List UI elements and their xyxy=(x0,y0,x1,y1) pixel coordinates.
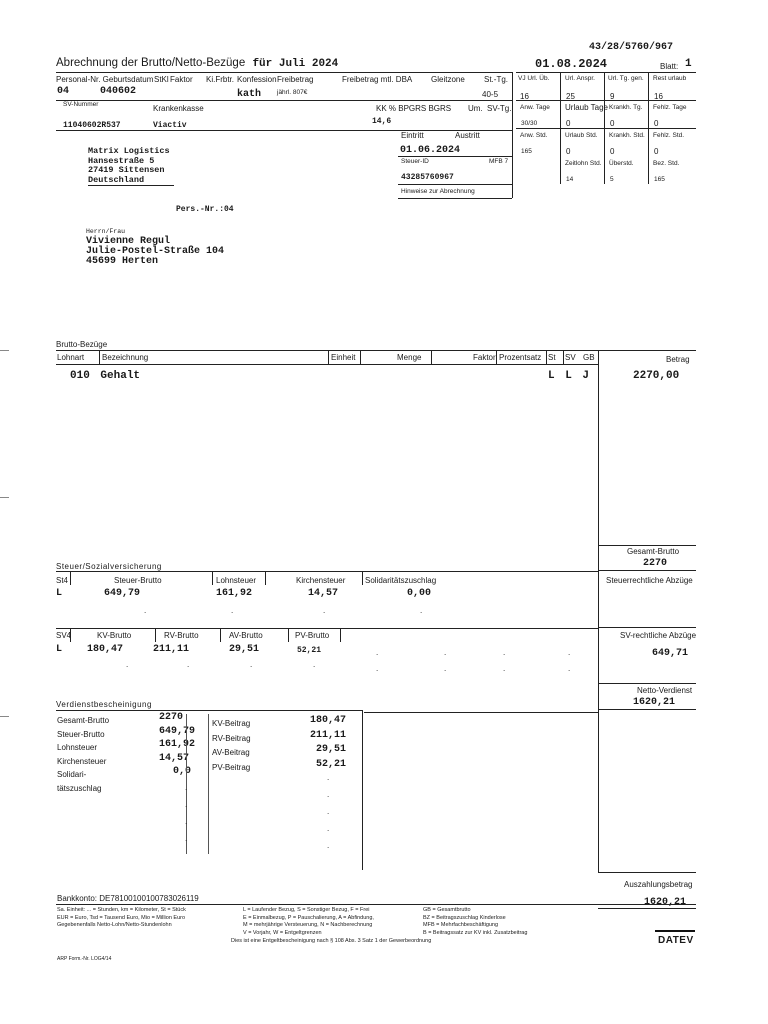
steuer-header: Kirchensteuer xyxy=(296,576,346,585)
col-gb: GB xyxy=(583,353,595,362)
grid-label: Urlaub Tage xyxy=(565,103,608,112)
employer-country: Deutschland xyxy=(88,174,145,185)
row-bezeichnung: Gehalt xyxy=(100,370,141,382)
label-gleitzone: Gleitzone xyxy=(431,75,465,84)
grid-label: Anw. Tage xyxy=(520,104,550,111)
label-lohnsteuer: Lohnsteuer xyxy=(57,743,98,752)
grid-label: Urlaub Std. xyxy=(565,132,598,139)
grid-value: 14 xyxy=(566,176,574,183)
sv-header: SV4 xyxy=(56,631,72,640)
period-text: für Juli 2024 xyxy=(252,58,339,70)
personal-nr: 04 xyxy=(57,86,70,97)
label-stkl: StKl xyxy=(154,75,169,84)
verdienst-section-label: Verdienstbescheinigung xyxy=(56,700,152,709)
value-kirchensteuer: 14,57 xyxy=(159,752,190,764)
grid-value: 9 xyxy=(610,92,615,101)
steuer-header: Lohnsteuer xyxy=(216,576,257,585)
recipient-street: Julie-Postel-Straße 104 xyxy=(86,246,225,257)
auszahlung-label: Auszahlungsbetrag xyxy=(624,880,693,889)
steuer-value: 649,79 xyxy=(104,588,141,599)
grid-label: Fehlz. Tage xyxy=(653,104,687,111)
label-gesamt-brutto: Gesamt-Brutto xyxy=(57,716,110,725)
col-menge: Menge xyxy=(397,353,422,362)
sv-abzuege-value: 649,71 xyxy=(652,648,689,659)
sv-header: AV-Brutto xyxy=(229,631,263,640)
grid-label: Überstd. xyxy=(609,160,634,167)
pers-nr-line: Pers.-Nr.:04 xyxy=(176,205,234,214)
label-faktor: Faktor xyxy=(170,75,193,84)
value-kv-beitrag: 180,47 xyxy=(309,715,346,726)
label-solidari: Solidari- xyxy=(57,770,87,779)
label-freibetrag-dba: Freibetrag mtl. DBA xyxy=(342,75,413,84)
label-personal-nr: Personal-Nr. Geburtsdatum xyxy=(56,75,154,84)
grid-value: 0 xyxy=(610,119,615,128)
footer-legend-right xyxy=(423,907,527,937)
legend-line: MFB = Mehrfachbeschäftigung xyxy=(423,922,499,928)
legend-line: V = Vorjahr, W = Entgeltgrenzen xyxy=(243,929,322,936)
grid-value: 0 xyxy=(610,147,615,156)
legend-line: GB = Gesamtbrutto xyxy=(423,907,471,913)
verdienst-right-labels xyxy=(212,717,251,775)
label-av-beitrag: AV-Beitrag xyxy=(212,748,250,757)
sv-value: L xyxy=(56,644,63,655)
value-steuer-brutto: 649,79 xyxy=(159,725,196,737)
steuer-value: 14,57 xyxy=(308,588,339,599)
steuer-abzuege-label: Steuerrechtliche Abzüge xyxy=(606,576,693,585)
grid-label: Krankh. Std. xyxy=(609,132,645,139)
grid-value: 16 xyxy=(654,92,663,101)
grid-value: 0 xyxy=(566,147,571,156)
col-sv: SV xyxy=(565,353,576,362)
recipient-city: 45699 Herten xyxy=(86,256,159,267)
value-rv-beitrag: 211,11 xyxy=(309,729,346,741)
grid-value: 0 xyxy=(566,119,571,128)
legend-line: EUR = Euro, Tsd = Tausend Euro, Mio = Million Euro xyxy=(57,914,186,921)
label-sv-tg: SV-Tg. xyxy=(487,104,512,113)
value-soli: 0,0 xyxy=(173,766,192,777)
datev-logo: DATEV xyxy=(658,935,694,946)
col-einheit: Einheit xyxy=(331,353,356,362)
sv-abzuege-label: SV-rechtliche Abzüge xyxy=(620,631,697,640)
legend-line: L = Laufender Bezug, S = Sonstiger Bezug, F = Frei xyxy=(243,907,370,913)
legend-line: BZ = Beitragszuschlag Kinderlose xyxy=(423,914,506,921)
row-betrag: 2270,00 xyxy=(633,370,680,382)
freibetrag: jährl. 807€ xyxy=(277,89,308,96)
document-number: 43/28/5760/967 xyxy=(589,42,674,53)
grid-label: Anw. Std. xyxy=(520,132,548,139)
label-kk: KK % BPGRS BGRS xyxy=(376,104,452,113)
auszahlung-value: 1620,21 xyxy=(644,897,687,908)
konfession: kath xyxy=(237,89,262,100)
legend-line: E = Einmalbezug, P = Pauschalierung, A = Abfindung, xyxy=(243,914,374,921)
grid-label: Bez. Std. xyxy=(653,160,680,167)
sv-value: 52,21 xyxy=(297,646,322,655)
label-austritt: Austritt xyxy=(455,131,480,140)
label-kv-beitrag: KV-Beitrag xyxy=(212,719,251,728)
label-krankenkasse: Krankenkasse xyxy=(153,104,204,113)
grid-label: Url. Tg. gen. xyxy=(608,75,644,82)
footer-note: Dies ist eine Entgeltbescheinigung nach § 108 Abs. 3 Satz 1 der Gewerbeordnung xyxy=(231,938,432,944)
label-steuer-id: Steuer-ID xyxy=(401,158,429,165)
salutation: Herrn/Frau xyxy=(86,228,126,235)
sv-value: 180,47 xyxy=(87,644,124,655)
footer-legend-left xyxy=(57,907,186,930)
sv-value: 211,11 xyxy=(153,644,190,655)
steuer-value: 0,00 xyxy=(407,588,432,599)
sv-header: PV-Brutto xyxy=(295,631,330,640)
table-row xyxy=(70,370,140,382)
col-betrag: Betrag xyxy=(666,355,690,364)
grid-value: 5 xyxy=(610,176,614,183)
gesamt-brutto-label: Gesamt-Brutto xyxy=(627,547,680,556)
legend-line: B = Beitragssatz zur KV inkl. Zusatzbeitrag xyxy=(423,929,528,936)
label-rv-beitrag: RV-Beitrag xyxy=(212,733,251,743)
grid-value: 16 xyxy=(520,92,529,101)
grid-label: Fehlz. Std. xyxy=(653,132,685,139)
label-zuschlag: tätszuschlag xyxy=(57,783,102,793)
grid-value: 0 xyxy=(654,119,659,128)
col-lohnart: Lohnart xyxy=(57,353,85,362)
legend-line: Sa. Einheit: ... = Stunden, km = Kilometer, St = Stück xyxy=(57,907,186,913)
legend-line: M = mehrjährige Versteuerung, N = Nachberechnung xyxy=(243,922,373,928)
sv-header: RV-Brutto xyxy=(164,631,199,640)
verdienst-right-values xyxy=(290,714,346,772)
grid-label: VJ Url. Üb. xyxy=(518,75,550,82)
page-title xyxy=(56,57,338,70)
bankkonto: Bankkonto: DE78100100100783026119 xyxy=(57,894,199,903)
legend-line: Gegebenenfalls Netto-Lohn/Netto-Stundenlohn xyxy=(57,922,172,928)
recipient-name: Vivienne Regul xyxy=(86,236,171,247)
value-lohnsteuer: 161,92 xyxy=(159,739,196,750)
title-text: Abrechnung der Brutto/Netto-Bezüge xyxy=(56,57,246,69)
verdienst-left-labels xyxy=(57,714,109,795)
employer-street: Hansestraße 5 xyxy=(88,155,155,166)
label-um: Um. xyxy=(468,104,483,113)
label-kifrbtr: Ki.Frbtr. xyxy=(206,75,235,84)
row-lohnart: 010 xyxy=(70,370,90,382)
sv-header: KV-Brutto xyxy=(97,631,132,640)
sheet-number: 1 xyxy=(685,58,692,70)
document-date: 01.08.2024 xyxy=(535,57,608,71)
footer-legend-mid xyxy=(243,907,374,937)
verdienst-left-values xyxy=(159,711,195,779)
col-bezeichnung: Bezeichnung xyxy=(102,353,149,362)
grid-value: 0 xyxy=(654,147,659,156)
employer-name: Matrix Logistics xyxy=(88,146,170,156)
netto-value: 1620,21 xyxy=(633,697,676,708)
steuer-value: L xyxy=(56,588,63,599)
col-st: St xyxy=(548,353,556,362)
label-st-tg: St.-Tg. xyxy=(484,75,509,84)
krankenkasse: Viactiv xyxy=(153,121,187,130)
brutto-section-label: Brutto-Bezüge xyxy=(56,340,108,349)
label-eintritt: Eintritt xyxy=(401,131,424,140)
st-tg: 40-5 xyxy=(482,90,499,99)
sv-nummer: 11040602R537 xyxy=(63,121,121,130)
label-mfb: MFB 7 xyxy=(489,158,509,165)
employer-address xyxy=(88,147,170,185)
netto-label: Netto-Verdienst xyxy=(637,686,693,695)
value-gesamt-brutto: 2270 xyxy=(159,712,184,723)
steuer-header: Solidaritätszuschlag xyxy=(365,576,437,585)
grid-label: Rest urlaub xyxy=(653,75,687,82)
label-kirchensteuer: Kirchensteuer xyxy=(57,756,107,766)
sv-value: 29,51 xyxy=(229,644,260,655)
row-flags: L L J xyxy=(548,370,590,382)
label-pv-beitrag: PV-Beitrag xyxy=(212,762,251,772)
value-pv-beitrag: 52,21 xyxy=(315,758,346,770)
label-freibetrag: Freibetrag xyxy=(277,75,314,84)
grid-label: Zeitlohn Std. xyxy=(565,160,602,167)
grid-label: Url. Anspr. xyxy=(565,75,595,82)
col-prozent: Prozentsatz xyxy=(499,353,542,362)
gesamt-brutto-value: 2270 xyxy=(643,558,668,569)
grid-label: Krankh. Tg. xyxy=(609,104,643,111)
eintritt-date: 01.06.2024 xyxy=(400,145,461,156)
label-konfession: Konfession xyxy=(237,75,277,84)
steuer-id: 43285760967 xyxy=(401,173,454,182)
grid-value: 165 xyxy=(654,176,665,183)
kk-percent: 14,6 xyxy=(372,117,392,126)
sheet-label: Blatt: xyxy=(660,62,679,71)
datev-logo-bar xyxy=(655,930,695,932)
steuer-header: Steuer-Brutto xyxy=(114,576,162,585)
steuer-value: 161,92 xyxy=(216,588,253,599)
steuer-header: St4 xyxy=(56,576,69,585)
employer-city: 27419 Sittensen xyxy=(88,165,165,175)
grid-value: 25 xyxy=(566,92,575,101)
grid-value: 30/30 xyxy=(521,120,538,127)
label-hinweise: Hinweise zur Abrechnung xyxy=(401,188,475,195)
label-sv-nummer: SV-Nummer xyxy=(63,101,99,108)
recipient-address xyxy=(86,237,224,267)
steuer-section-label: Steuer/Sozialversicherung xyxy=(56,562,162,571)
value-av-beitrag: 29,51 xyxy=(315,744,346,755)
geburtsdatum: 040602 xyxy=(100,86,137,97)
col-faktor: Faktor xyxy=(473,353,496,362)
form-number: ARP Form.-Nr. LOG4/14 xyxy=(57,956,112,962)
grid-value: 165 xyxy=(521,148,532,155)
label-steuer-brutto: Steuer-Brutto xyxy=(57,729,105,739)
